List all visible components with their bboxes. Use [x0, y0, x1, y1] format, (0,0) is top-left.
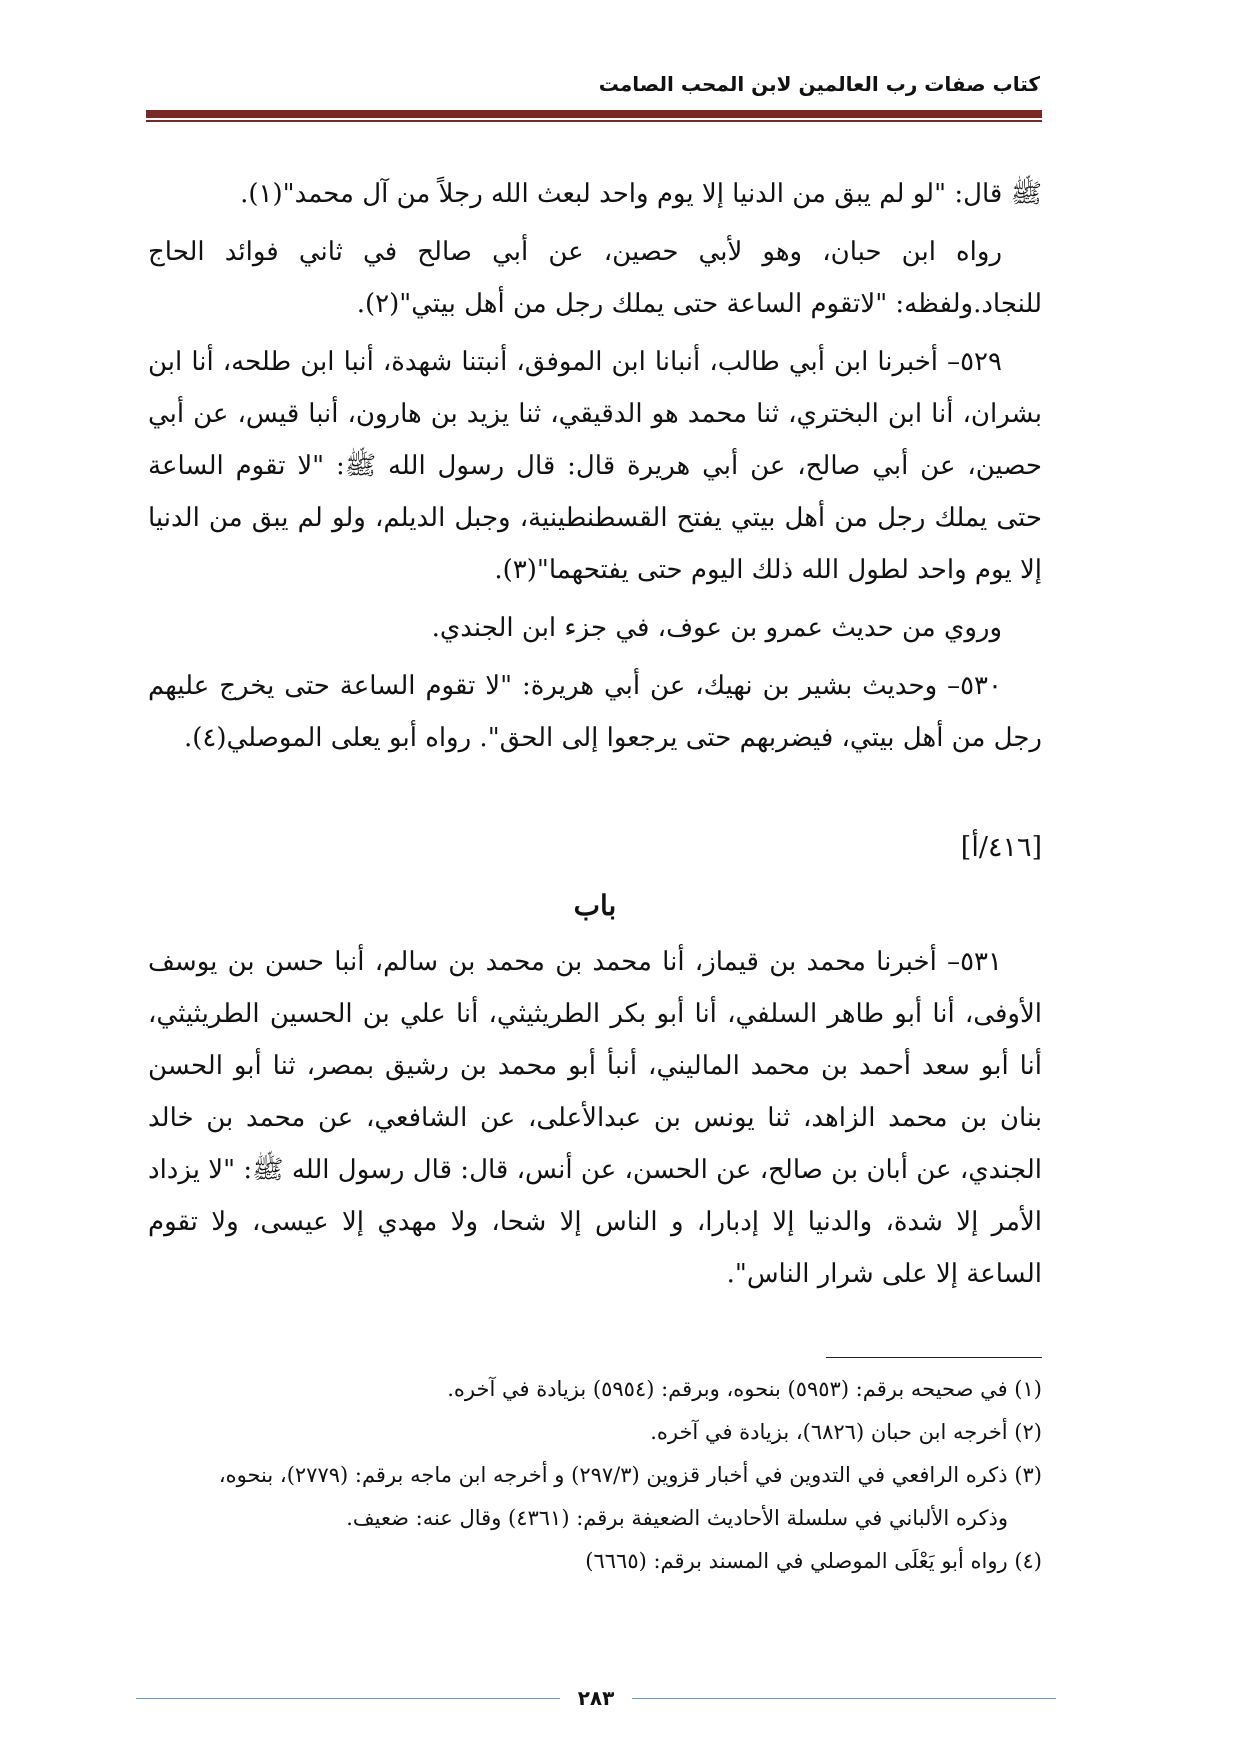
book-title: كتاب صفات رب العالمين لابن المحب الصامت [598, 72, 1040, 96]
footnote-3-continued: وذكره الألباني في سلسلة الأحاديث الضعيفة برقم: (٤٣٦١) وقال عنه: ضعيف. [346, 1506, 1008, 1530]
page-header [150, 66, 1040, 102]
paragraph: وروي من حديث عمرو بن عوف، في جزء ابن الجندي. [431, 613, 1002, 643]
footnote-4: (٤) رواه أبو يَعْلَى الموصلي في المسند برقم: (٦٦٦٥) [585, 1549, 1042, 1573]
footer-rule-left [136, 1698, 560, 1699]
hadith-531: ٥٣١– أخبرنا محمد بن قيماز، أنا محمد بن محمد بن سالم، أنبا حسن بن يوسف الأوفى، أنا أبو طاهر السلفي، أنا أبو بكر الطريثيثي، أنا علي بن الحسين الطريثيثي، أنا أبو سعد أحمد بن محمد الماليني، أنبأ أبو محمد بن رشيق بمصر، ثنا أبو الحسن بنان بن محمد الزاهد، ثنا يونس بن عبدالأعلى، عن الشافعي، عن محمد بن خالد الجندي، عن أبان بن صالح، عن الحسن، عن أنس، قال: قال رسول الله ﷺ: "لا يزداد الأمر إلا شدة، والدنيا إلا إدبارا، و الناس إلا شحا، ولا مهدي إلا عيسى، ولا تقوم الساعة إلا على شرار الناس". [148, 947, 1042, 1289]
page-number: ٢٨٣ [577, 1686, 615, 1710]
header-rule-thin [146, 120, 1042, 122]
footnotes [148, 1370, 1042, 1585]
footnote-2: (٢) أخرجه ابن حبان (٦٨٢٦)، بزيادة في آخره. [650, 1420, 1042, 1444]
footnote-3: (٣) ذكره الرافعي في التدوين في أخبار قزوين (٢٩٧/٣) و أخرجه ابن ماجه برقم: (٢٧٧٩)، بنحوه، [218, 1463, 1042, 1487]
footnote-1: (١) في صحيحه برقم: (٥٩٥٣) بنحوه، وبرقم: (٥٩٥٤) بزيادة في آخره. [447, 1377, 1042, 1401]
main-text [148, 168, 1042, 1306]
footer-rule-right [632, 1698, 1056, 1699]
folio-marker: [٤١٦/أ] [960, 832, 1042, 863]
footnote-separator [826, 1357, 1042, 1358]
header-rule [146, 110, 1042, 118]
hadith-530: ٥٣٠– وحديث بشير بن نهيك، عن أبي هريرة: "لا تقوم الساعة حتى يخرج عليهم رجل من أهل بيتي، فيضربهم حتى يرجعوا إلى الحق". رواه أبو يعلى الموصلي(٤). [148, 671, 1042, 753]
page-footer [136, 1686, 1056, 1710]
paragraph: ﷺ قال: "لو لم يبق من الدنيا إلا يوم واحد لبعث الله رجلاً من آل محمد"(١). [240, 179, 1042, 209]
section-heading: باب [573, 889, 617, 922]
paragraph: رواه ابن حبان، وهو لأبي حصين، عن أبي صالح في ثاني فوائد الحاج للنجاد.ولفظه: "لاتقوم الساعة حتى يملك رجل من أهل بيتي"(٢). [148, 237, 1042, 319]
hadith-529: ٥٢٩– أخبرنا ابن أبي طالب، أنبانا ابن الموفق، أنبتنا شهدة، أنبا ابن طلحه، أنا ابن بشران، أنا ابن البختري، ثنا محمد هو الدقيقي، ثنا يزيد بن هارون، أنبا قيس، عن أبي حصين، عن أبي صالح، عن أبي هريرة قال: قال رسول الله ﷺ: "لا تقوم الساعة حتى يملك رجل من أهل بيتي يفتح القسطنطينية، وجبل الديلم، ولو لم يبق من الدنيا إلا يوم واحد لطول الله ذلك اليوم حتى يفتحهما"(٣). [148, 347, 1042, 585]
